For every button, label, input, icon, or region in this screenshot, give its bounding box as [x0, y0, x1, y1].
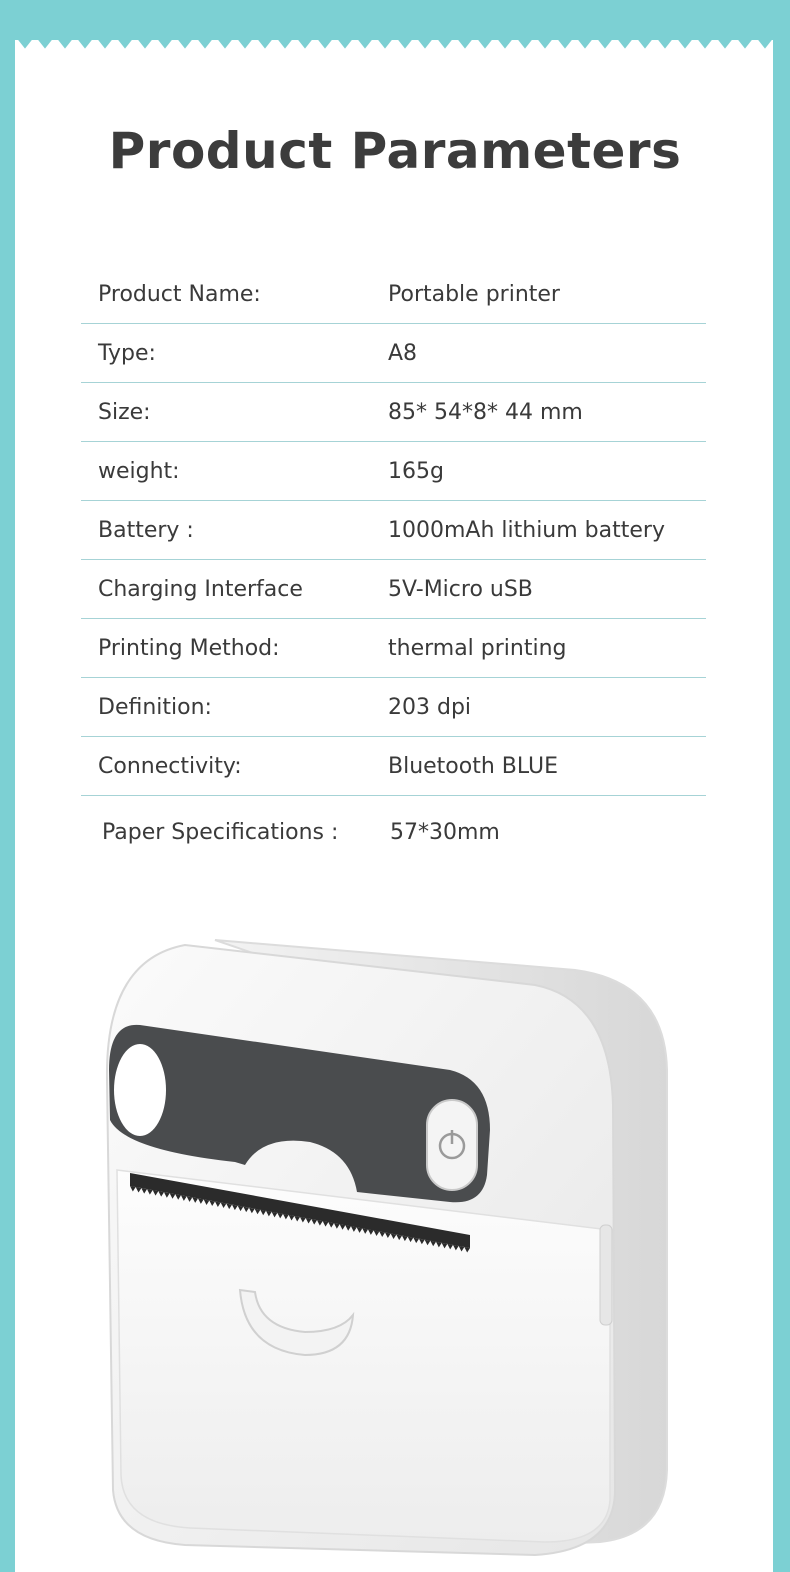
parameter-table — [81, 265, 706, 868]
param-row-printing-method — [81, 619, 706, 678]
param-value: 1000mAh lithium battery — [388, 517, 665, 543]
param-label: Battery : — [98, 517, 194, 543]
param-label: Type: — [98, 340, 156, 366]
param-value: 85* 54*8* 44 mm — [388, 399, 583, 425]
param-row-definition — [81, 678, 706, 737]
param-row-size — [81, 383, 706, 442]
param-value: 5V-Micro uSB — [388, 576, 533, 602]
param-value: A8 — [388, 340, 418, 366]
param-label: Product Name: — [98, 281, 261, 307]
param-row-type — [81, 324, 706, 383]
param-label: Connectivity: — [98, 753, 242, 779]
param-label: Charging Interface — [98, 576, 303, 602]
param-value: 57*30mm — [390, 819, 500, 845]
zigzag-edge — [15, 36, 773, 62]
param-row-battery — [81, 501, 706, 560]
printer-product-image — [95, 930, 695, 1570]
param-row-connectivity — [81, 737, 706, 796]
param-row-weight — [81, 442, 706, 501]
param-row-paper-specifications — [81, 796, 706, 868]
param-row-product-name — [81, 265, 706, 324]
param-label: weight: — [98, 458, 180, 484]
param-value: 165g — [388, 458, 444, 484]
param-value: Bluetooth BLUE — [388, 753, 559, 779]
param-label: Size: — [98, 399, 151, 425]
param-label: Definition: — [98, 694, 212, 720]
param-row-charging-interface — [81, 560, 706, 619]
param-value: Portable printer — [388, 281, 560, 307]
param-label: Printing Method: — [98, 635, 280, 661]
param-value: 203 dpi — [388, 694, 472, 720]
param-label: Paper Specifications : — [102, 819, 339, 845]
page-title: Product Parameters — [108, 122, 682, 180]
param-value: thermal printing — [388, 635, 567, 661]
